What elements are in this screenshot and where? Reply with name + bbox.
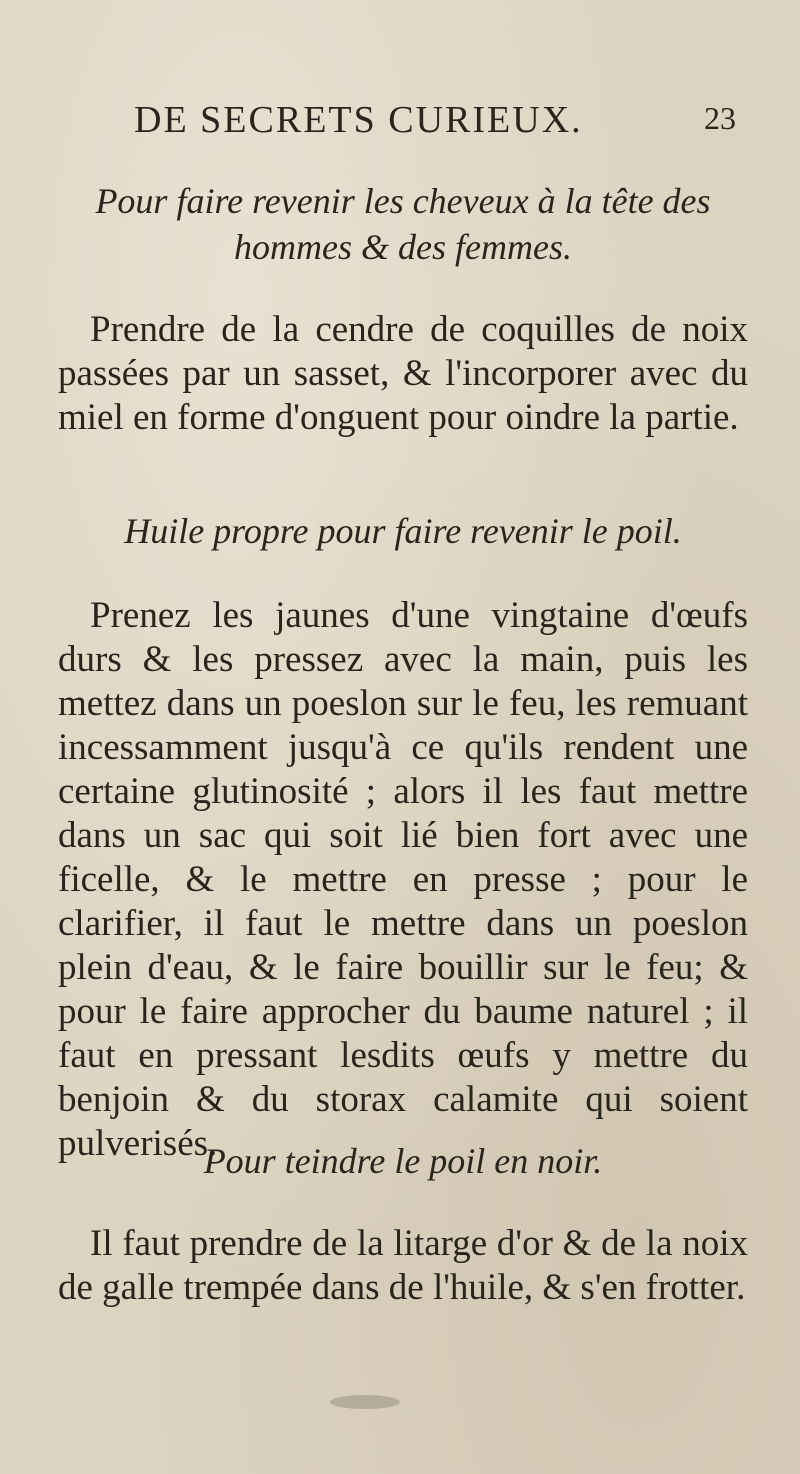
ink-smudge xyxy=(330,1395,400,1409)
running-title: DE SECRETS CURIEUX. xyxy=(134,99,583,141)
section-dye-hair-black xyxy=(58,1138,748,1310)
section-heading: Pour teindre le poil en noir. xyxy=(203,1141,603,1181)
page-number: 23 xyxy=(704,100,736,136)
section-hair-regrowth xyxy=(58,178,748,440)
section-heading: Huile propre pour faire revenir le poil. xyxy=(124,511,682,551)
section-text: Prendre de la cendre de coquilles de noix passées par un sasset, & l'incorporer avec du miel en forme d'onguent pour oindre la partie. xyxy=(58,309,748,438)
section-heading: Pour faire revenir les cheveux à la tête des hommes & des femmes. xyxy=(95,181,711,267)
section-oil-for-hair xyxy=(58,508,748,1166)
section-text: Prenez les jaunes d'une vingtaine d'œufs durs & les pressez avec la main, puis les mettez dans un poeslon sur le feu, les remuant incessamment jusqu'à ce qu'ils rendent une certaine glutinosité ; alors il les faut mettre dans un sac qui soit lié bien fort avec une ficelle, & le mettre en presse ; pour le clarifier, il faut le mettre dans un poeslon plein d'eau, & le faire bouillir sur le feu; & pour le faire approcher du baume naturel ; il faut en pressant lesdits œufs y mettre du benjoin & du storax calamite qui soient pulverisés. xyxy=(58,595,748,1164)
section-text: Il faut prendre de la litarge d'or & de la noix de galle trempée dans de l'huile, & s'en frotter. xyxy=(58,1223,748,1308)
page-header xyxy=(96,98,736,148)
